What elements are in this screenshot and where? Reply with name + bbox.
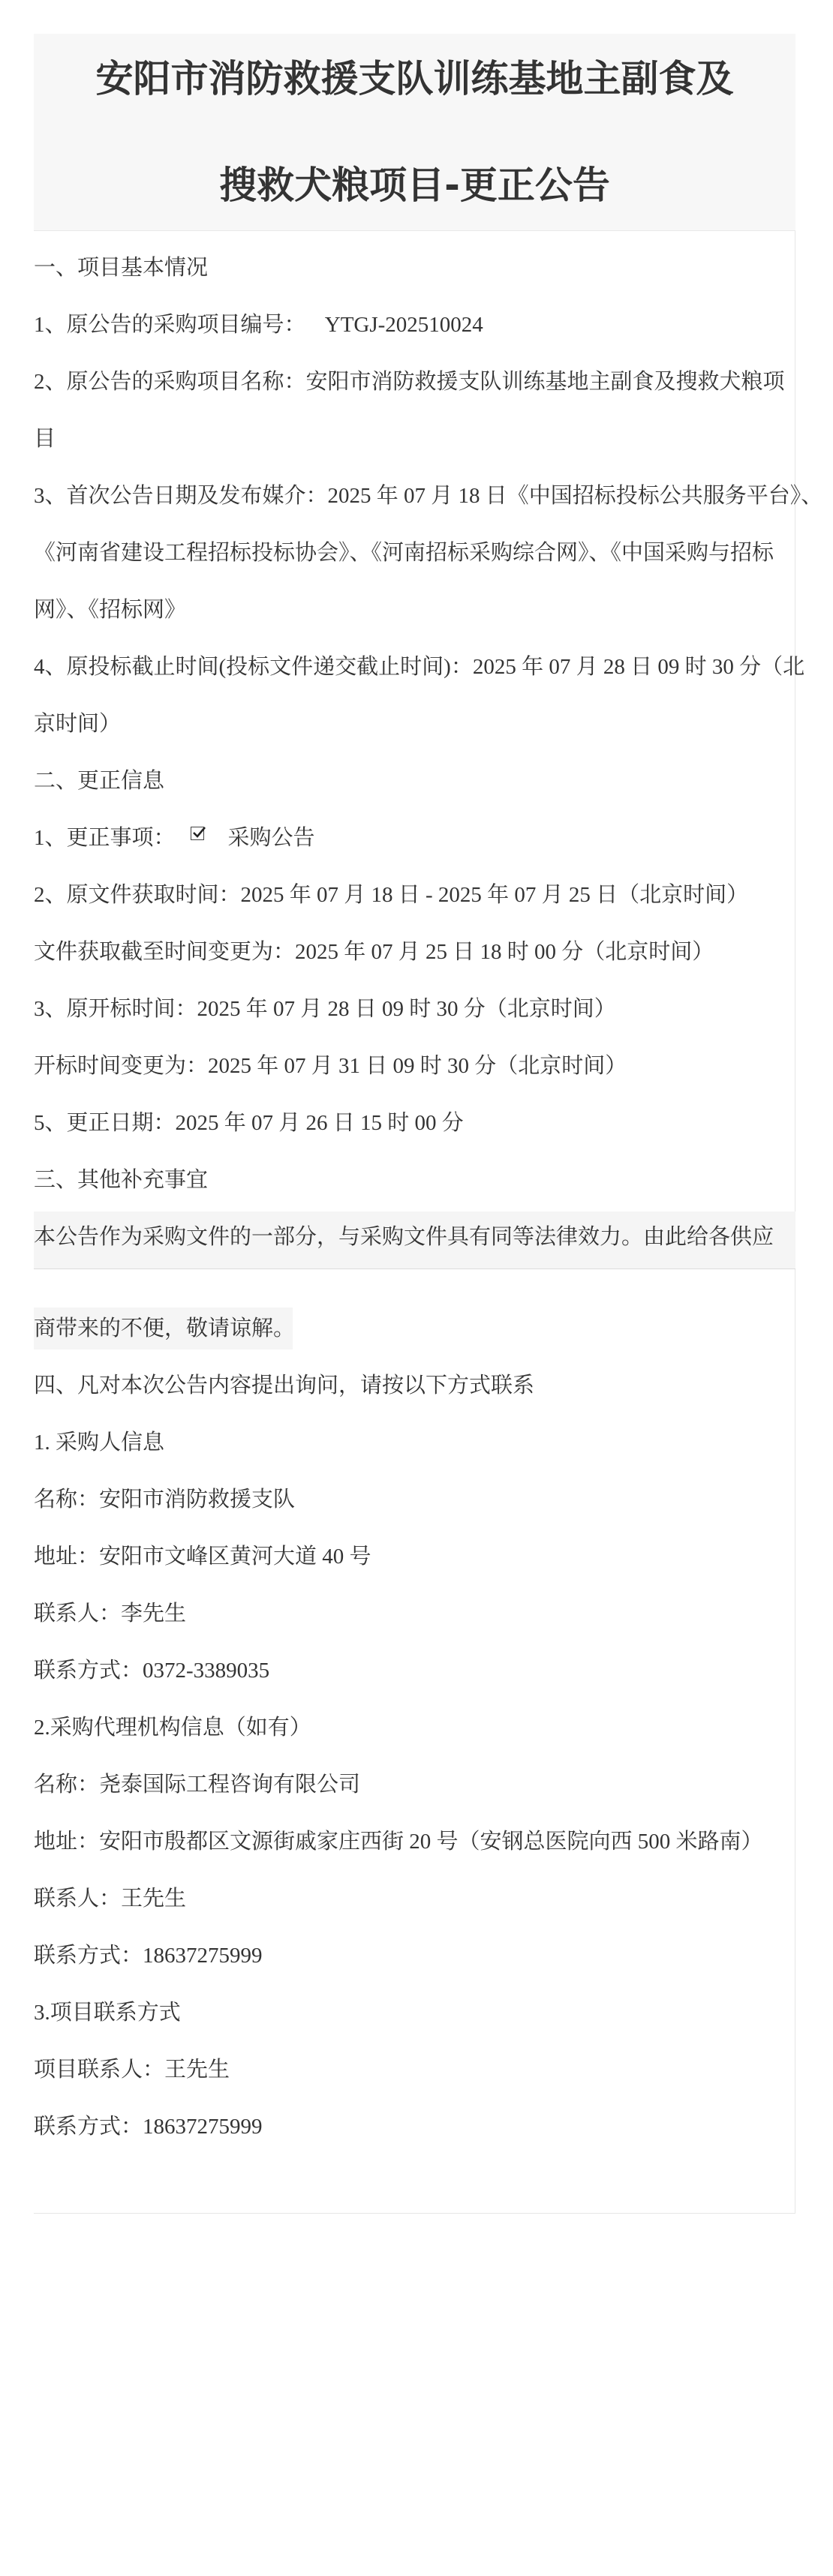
correction-checkbox[interactable]: [191, 827, 204, 840]
original-opening-time: 3、原开标时间：2025 年 07 月 28 日 09 时 30 分（北京时间）: [34, 997, 616, 1021]
first-publish-line-1: 3、首次公告日期及发布媒介：2025 年 07 月 18 日《中国招标投标公共服务平台》、: [34, 484, 823, 508]
buyer-address: 地址：安阳市文峰区黄河大道 40 号: [34, 1545, 371, 1569]
agency-phone: 联系方式：18637275999: [34, 1944, 263, 1968]
opening-time-change: 开标时间变更为：2025 年 07 月 31 日 09 时 30 分（北京时间）: [34, 1054, 627, 1078]
correction-item: [34, 823, 795, 853]
project-contact-heading: 3.项目联系方式: [34, 2001, 181, 2025]
buyer-info-heading: 1. 采购人信息: [34, 1431, 165, 1455]
buyer-name: 名称：安阳市消防救援支队: [34, 1488, 296, 1512]
project-contact: 项目联系人：王先生: [34, 2058, 230, 2082]
original-project-number-label: 1、原公告的采购项目编号：: [34, 313, 306, 337]
section-heading-correction: 二、更正信息: [34, 769, 165, 793]
original-deadline-line-1: 4、原投标截止时间(投标文件递交截止时间)：2025 年 07 月 28 日 09 时 30 分（北: [34, 655, 805, 679]
original-project-name-line-1: 2、原公告的采购项目名称：安阳市消防救援支队训练基地主副食及搜救犬粮项: [34, 370, 785, 394]
supplement-text-line-1: 本公告作为采购文件的一部分，与采购文件具有同等法律效力。由此给各供应: [34, 1225, 774, 1249]
original-project-name-line-2: 目: [34, 427, 56, 451]
announcement-document: [34, 34, 823, 2214]
original-file-time: 2、原文件获取时间：2025 年 07 月 18 日 - 2025 年 07 月 25 日（北京时间）: [34, 883, 749, 907]
correction-checkbox-label: 采购公告: [227, 826, 315, 850]
agency-name: 名称：尧泰国际工程咨询有限公司: [34, 1773, 361, 1797]
correction-date: 5、更正日期：2025 年 07 月 26 日 15 时 00 分: [34, 1111, 464, 1135]
agency-contact: 联系人：王先生: [34, 1887, 187, 1911]
checkmark-icon: [191, 825, 207, 842]
first-publish-line-3: 网》、《招标网》: [34, 598, 187, 622]
original-project-number-value: YTGJ-202510024: [324, 313, 483, 337]
section-heading-basic-info: 一、项目基本情况: [34, 256, 209, 280]
buyer-phone: 联系方式：0372-3389035: [34, 1659, 270, 1683]
agency-info-heading: 2.采购代理机构信息（如有）: [34, 1716, 311, 1740]
supplement-text-line-2: 商带来的不便，敬请谅解。: [34, 1317, 296, 1341]
first-publish-line-2: 《河南省建设工程招标投标协会》、《河南招标采购综合网》、《中国采购与招标: [34, 541, 774, 565]
original-project-number: [34, 310, 795, 340]
section-heading-contact: 四、凡对本次公告内容提出询问，请按以下方式联系: [34, 1374, 535, 1398]
file-time-change: 文件获取截至时间变更为：2025 年 07 月 25 日 18 时 00 分（北京时间）: [34, 940, 714, 964]
title-banner: [34, 34, 795, 231]
project-phone: 联系方式：18637275999: [34, 2115, 263, 2139]
correction-item-label: 1、更正事项：: [34, 826, 176, 850]
divider: [34, 1268, 795, 1269]
page-title-line-1: 安阳市消防救援支队训练基地主副食及: [95, 57, 734, 101]
page-title-line-2: 搜救犬粮项目-更正公告: [219, 164, 610, 207]
buyer-contact: 联系人：李先生: [34, 1602, 187, 1626]
section-heading-other: 三、其他补充事宜: [34, 1168, 209, 1192]
agency-address: 地址：安阳市殷都区文源街戚家庄西街 20 号（安钢总医院向西 500 米路南）: [34, 1830, 763, 1854]
original-deadline-line-2: 京时间）: [34, 712, 122, 736]
